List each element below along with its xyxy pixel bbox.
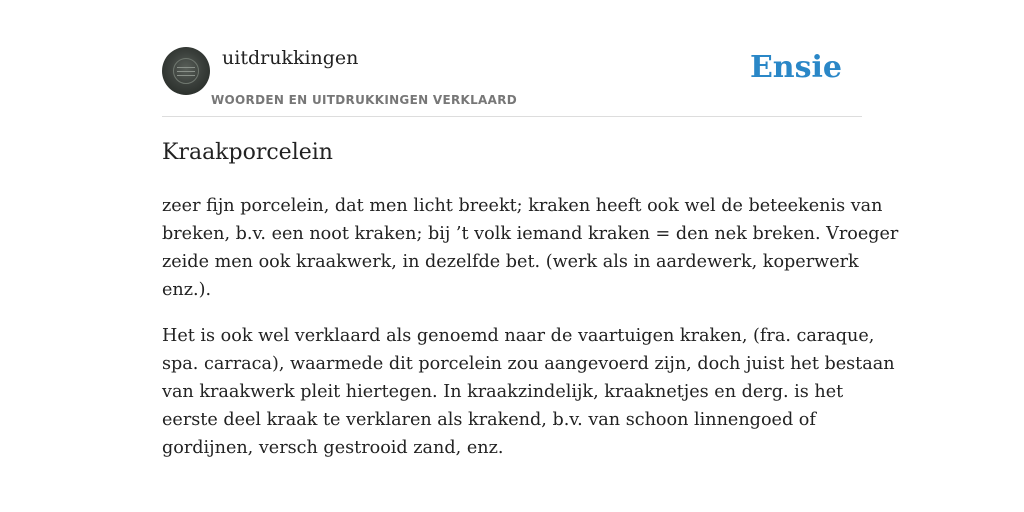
paragraph-line: gordijnen, versch gestrooid zand, enz. [162,438,504,458]
header [162,46,862,117]
paragraph-line: zeer fijn porcelein, dat men licht breekt; kraken heeft ook wel de beteekenis van [162,196,883,216]
avatar-line-icon [177,75,195,76]
author-tagline: WOORDEN EN UITDRUKKINGEN VERKLAARD [211,93,518,107]
paragraph-line: van kraakwerk pleit hiertegen. In kraakzindelijk, kraaknetjes en derg. is het [162,382,844,402]
avatar-line-icon [177,71,195,72]
brand-logo[interactable]: Ensie [749,50,842,85]
article-body [162,192,899,480]
paragraph-line: Het is ook wel verklaard als genoemd naar de vaartuigen kraken, (fra. caraque, [162,326,875,346]
paragraph [162,322,895,462]
paragraph-line: eerste deel kraak te verklaren als krakend, b.v. van schoon linnengoed of [162,410,816,430]
avatar-line-icon [177,67,195,68]
paragraph [162,192,899,304]
paragraph-line: enz.). [162,280,212,300]
paragraph-line: breken, b.v. een noot kraken; bij ’t volk iemand kraken = den nek breken. Vroeger [162,224,899,244]
page-title: Kraakporcelein [162,140,333,165]
paragraph-line: zeide men ook kraakwerk, in dezelfde bet. (werk als in aardewerk, koperwerk [162,252,859,272]
avatar[interactable] [162,47,210,95]
paragraph-line: spa. carraca), waarmede dit porcelein zou aangevoerd zijn, doch juist het bestaan [162,354,895,374]
author-name[interactable]: uitdrukkingen [222,47,359,69]
